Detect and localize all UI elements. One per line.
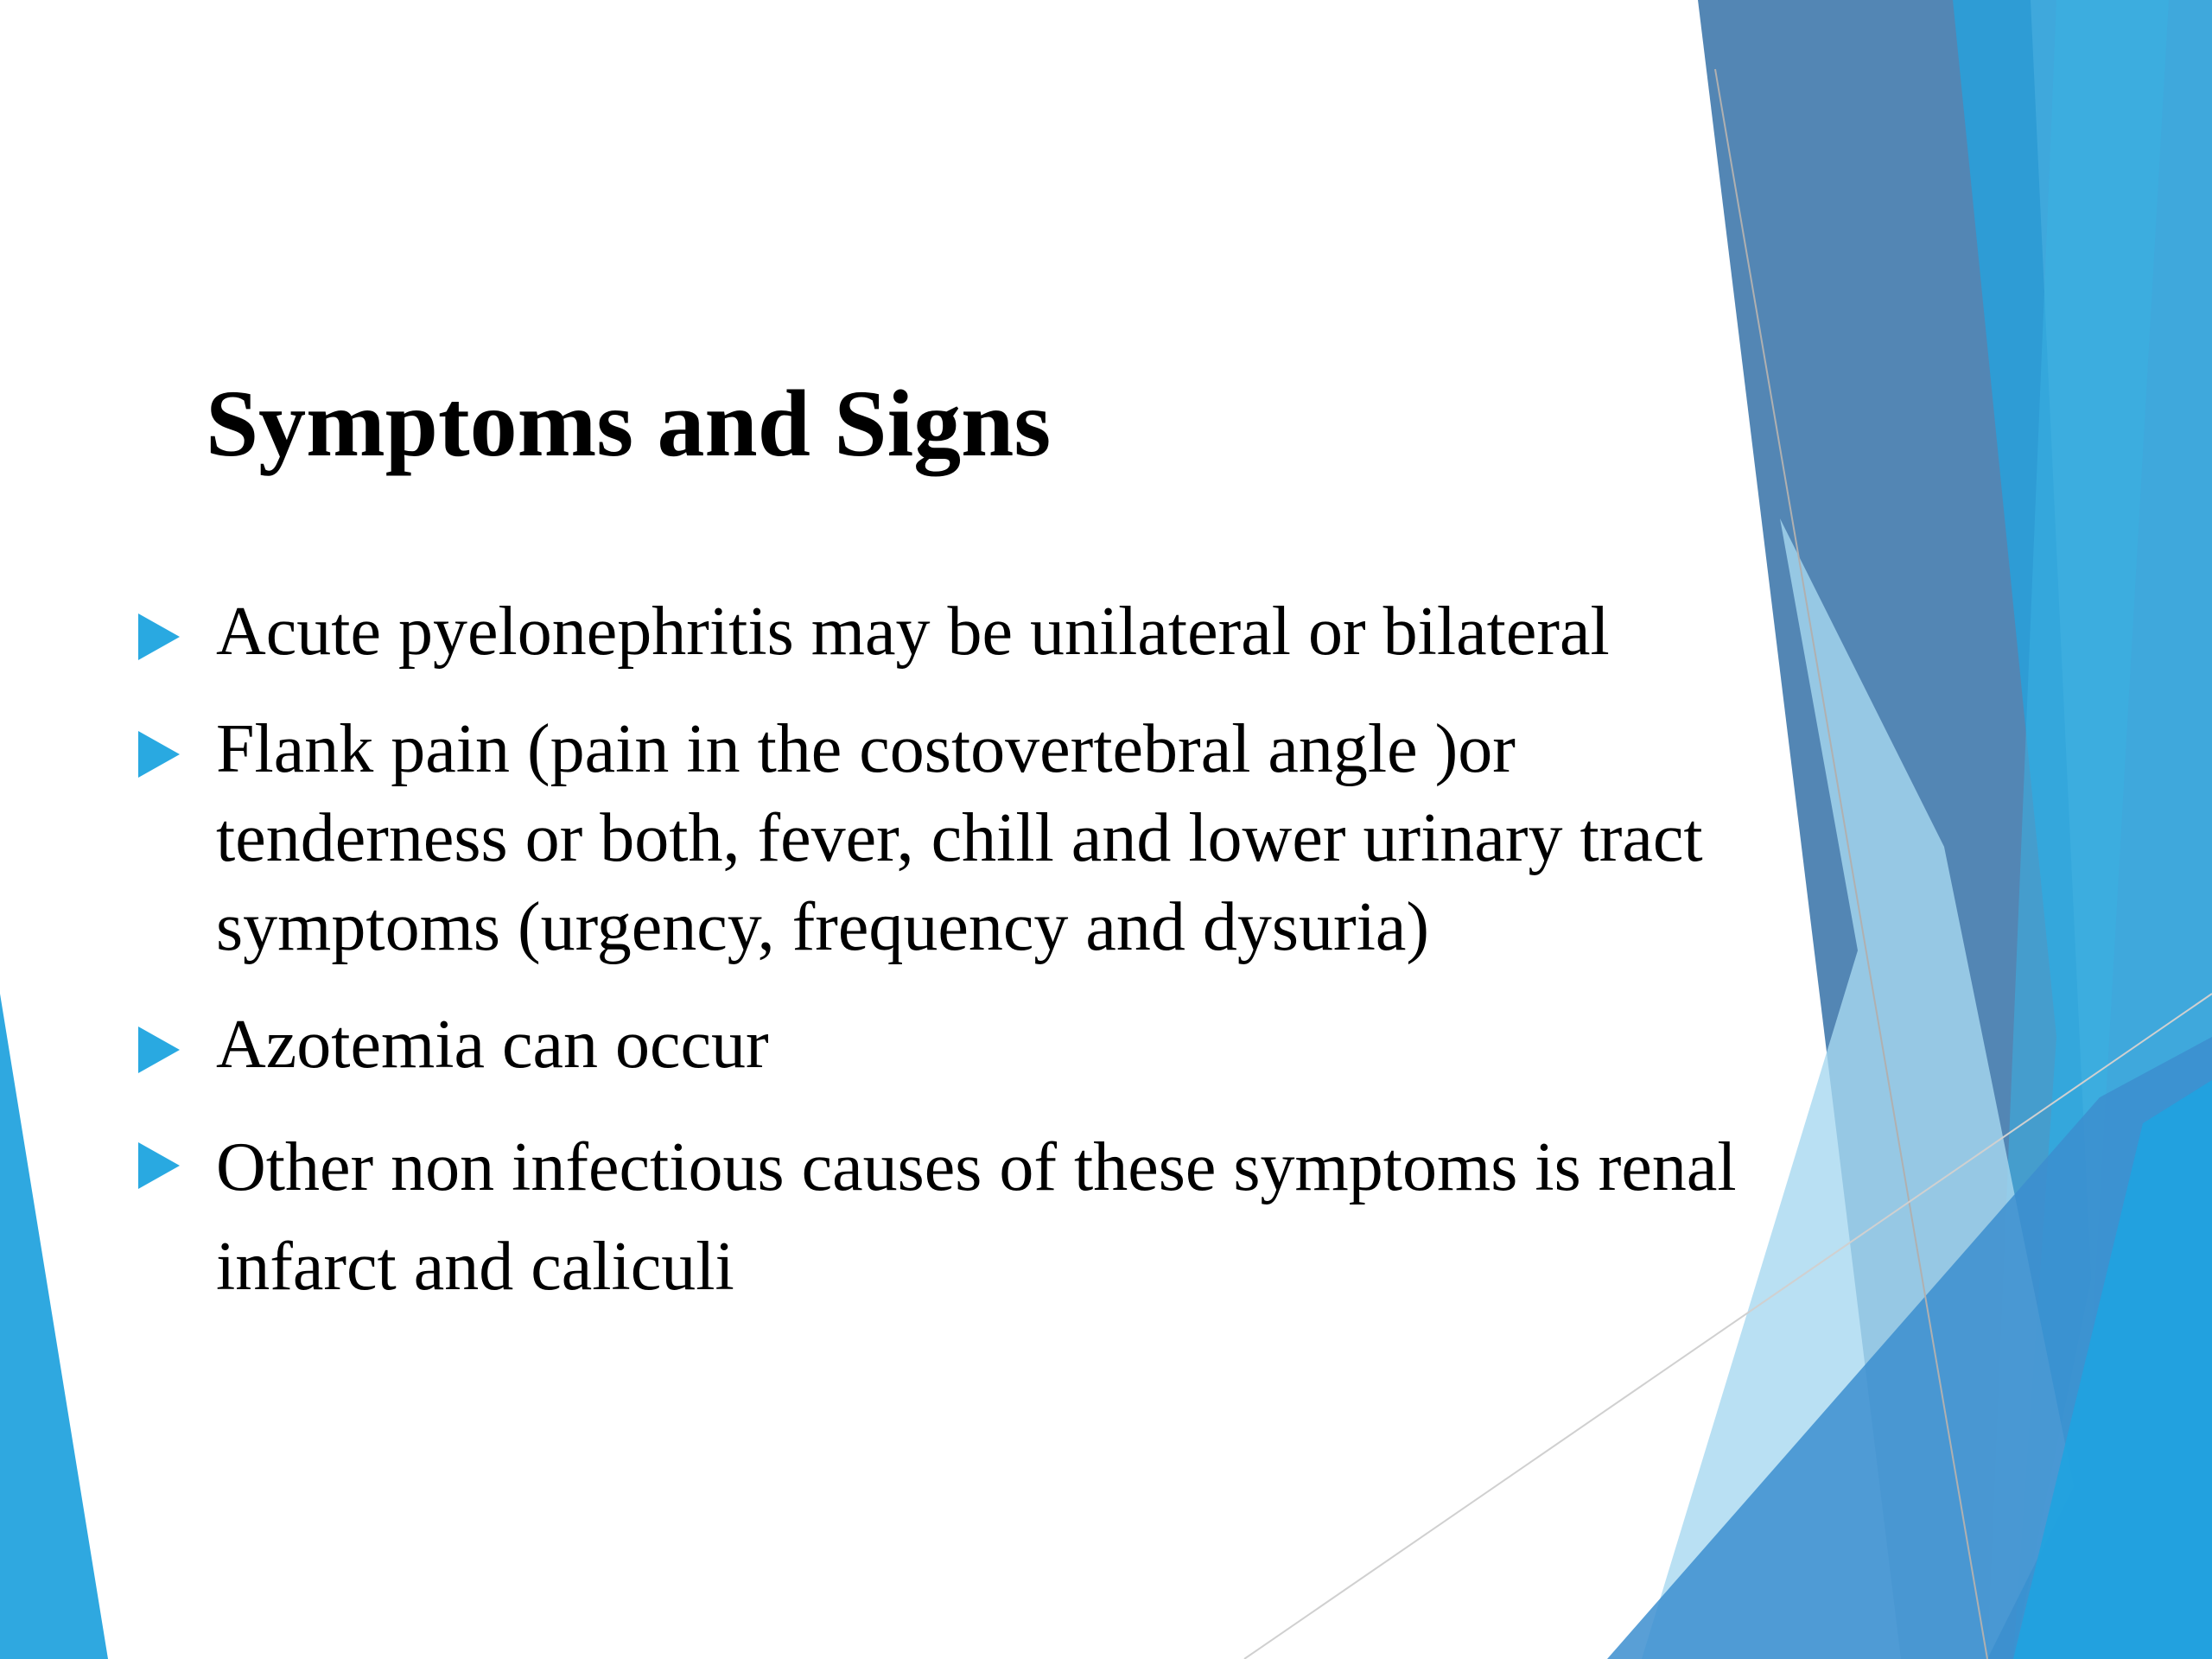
bullet-list	[138, 588, 1745, 1317]
bullet-text: Acute pyelonephritis may be unilateral or bilateral	[216, 594, 1610, 670]
triangle-right-icon	[138, 1142, 180, 1189]
bullet-item	[138, 1118, 1745, 1317]
bullet-item	[138, 1001, 1745, 1090]
triangle-right-icon	[138, 1027, 180, 1073]
bullet-text: Other non infectious causes of these symptoms is renal infarct and caliculi	[216, 1129, 1737, 1305]
triangle-right-icon	[138, 731, 180, 778]
bullet-text: Flank pain (pain in the costovertebral angle )or tenderness or both, fever, chill and lower urinary tract symptoms (urgency, frequency and dysuria)	[216, 711, 1703, 965]
slide-title: Symptoms and Signs	[206, 371, 1052, 476]
left-facet	[0, 994, 108, 1659]
bullet-text: Azotemia can occur	[216, 1007, 769, 1083]
triangle-right-icon	[138, 613, 180, 660]
bullet-item	[138, 705, 1745, 972]
bullet-item	[138, 588, 1745, 677]
